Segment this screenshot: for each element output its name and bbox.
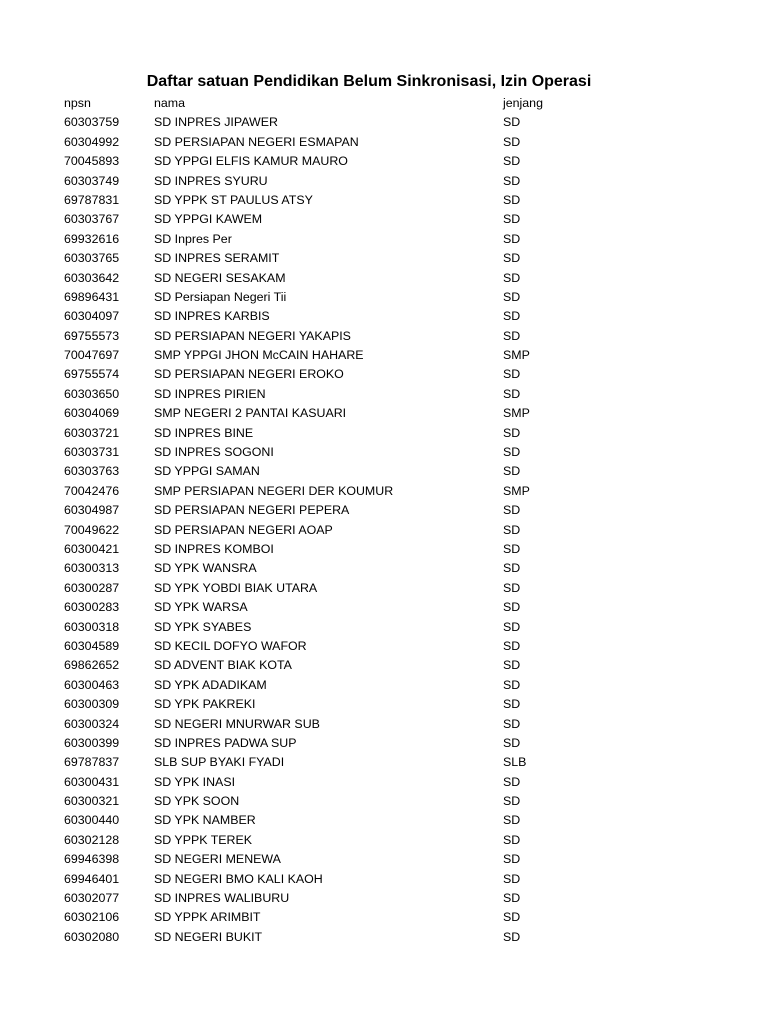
- column-header-nama: nama: [154, 96, 185, 110]
- cell-jenjang: SD: [503, 580, 521, 595]
- cell-npsn: 60300287: [64, 580, 120, 595]
- cell-jenjang: SD: [503, 774, 521, 789]
- cell-npsn: 69946401: [64, 871, 120, 886]
- school-table: [64, 94, 704, 947]
- table-row: [64, 307, 704, 326]
- cell-npsn: 60303763: [64, 464, 120, 479]
- table-row: [64, 346, 704, 365]
- cell-npsn: 69896431: [64, 289, 120, 304]
- cell-nama: SD INPRES KOMBOI: [154, 541, 274, 556]
- table-row: [64, 792, 704, 811]
- cell-jenjang: SD: [503, 619, 521, 634]
- table-row: [64, 908, 704, 927]
- table-row: [64, 385, 704, 404]
- table-row: [64, 404, 704, 423]
- cell-npsn: 60303650: [64, 386, 120, 401]
- cell-npsn: 60303749: [64, 173, 120, 188]
- cell-nama: SD INPRES SOGONI: [154, 445, 274, 460]
- table-row: [64, 850, 704, 869]
- table-row: [64, 152, 704, 171]
- cell-nama: SD YPPGI ELFIS KAMUR MAURO: [154, 154, 348, 169]
- cell-jenjang: SMP: [503, 483, 530, 498]
- cell-jenjang: SD: [503, 561, 521, 576]
- table-row: [64, 521, 704, 540]
- cell-jenjang: SD: [503, 270, 521, 285]
- cell-jenjang: SD: [503, 231, 521, 246]
- table-row: [64, 656, 704, 675]
- cell-nama: SLB SUP BYAKI FYADI: [154, 755, 285, 770]
- cell-jenjang: SMP: [503, 348, 530, 363]
- cell-npsn: 60300440: [64, 813, 120, 828]
- table-row: [64, 133, 704, 152]
- cell-nama: SD YPK SOON: [154, 794, 240, 809]
- table-row: [64, 365, 704, 384]
- cell-jenjang: SD: [503, 852, 521, 867]
- cell-jenjang: SD: [503, 367, 521, 382]
- cell-nama: SD PERSIAPAN NEGERI PEPERA: [154, 503, 350, 518]
- cell-npsn: 60303765: [64, 251, 120, 266]
- table-row: [64, 113, 704, 132]
- cell-jenjang: SD: [503, 503, 521, 518]
- cell-nama: SD INPRES PADWA SUP: [154, 735, 297, 750]
- cell-nama: SD YPPGI SAMAN: [154, 464, 260, 479]
- cell-jenjang: SD: [503, 212, 521, 227]
- table-row: [64, 443, 704, 462]
- cell-jenjang: SD: [503, 794, 521, 809]
- page-title: Daftar satuan Pendidikan Belum Sinkronisasi, Izin Operasi: [146, 73, 592, 90]
- cell-npsn: 60303731: [64, 445, 120, 460]
- cell-nama: SMP NEGERI 2 PANTAI KASUARI: [154, 406, 347, 421]
- cell-npsn: 69932616: [64, 231, 120, 246]
- cell-npsn: 69755573: [64, 328, 120, 343]
- cell-nama: SMP YPPGI JHON McCAIN HAHARE: [154, 348, 364, 363]
- cell-nama: SD YPK WANSRA: [154, 561, 257, 576]
- table-row: [64, 618, 704, 637]
- cell-npsn: 70042476: [64, 483, 120, 498]
- table-row: [64, 889, 704, 908]
- cell-npsn: 60300324: [64, 716, 120, 731]
- table-row: [64, 637, 704, 656]
- cell-nama: SD NEGERI BMO KALI KAOH: [154, 871, 323, 886]
- cell-jenjang: SD: [503, 677, 521, 692]
- cell-nama: SD PERSIAPAN NEGERI YAKAPIS: [154, 328, 351, 343]
- table-row: [64, 715, 704, 734]
- cell-jenjang: SLB: [503, 755, 527, 770]
- cell-nama: SD NEGERI MENEWA: [154, 852, 281, 867]
- cell-jenjang: SD: [503, 154, 521, 169]
- cell-nama: SD PERSIAPAN NEGERI EROKO: [154, 367, 344, 382]
- cell-nama: SD NEGERI MNURWAR SUB: [154, 716, 320, 731]
- cell-jenjang: SD: [503, 445, 521, 460]
- table-row: [64, 870, 704, 889]
- cell-npsn: 60300421: [64, 541, 120, 556]
- table-row: [64, 230, 704, 249]
- cell-jenjang: SD: [503, 600, 521, 615]
- cell-jenjang: SD: [503, 891, 521, 906]
- cell-jenjang: SD: [503, 309, 521, 324]
- cell-nama: SD YPPGI KAWEM: [154, 212, 263, 227]
- cell-npsn: 60303642: [64, 270, 120, 285]
- cell-npsn: 60303759: [64, 115, 120, 130]
- table-row: [64, 482, 704, 501]
- cell-npsn: 60300318: [64, 619, 120, 634]
- cell-jenjang: SD: [503, 813, 521, 828]
- cell-jenjang: SD: [503, 386, 521, 401]
- cell-nama: SD ADVENT BIAK KOTA: [154, 658, 292, 673]
- cell-nama: SD INPRES SERAMIT: [154, 251, 280, 266]
- table-row: [64, 501, 704, 520]
- cell-jenjang: SD: [503, 289, 521, 304]
- table-row: [64, 579, 704, 598]
- table-row: [64, 928, 704, 947]
- cell-jenjang: SD: [503, 929, 521, 944]
- cell-nama: SD YPK PAKREKI: [154, 697, 256, 712]
- cell-nama: SD YPK SYABES: [154, 619, 252, 634]
- cell-nama: SD Inpres Per: [154, 231, 232, 246]
- cell-npsn: 60300399: [64, 735, 120, 750]
- table-row: [64, 424, 704, 443]
- cell-nama: SD NEGERI SESAKAM: [154, 270, 286, 285]
- cell-npsn: 69862652: [64, 658, 120, 673]
- column-header-jenjang: jenjang: [503, 96, 543, 110]
- cell-jenjang: SD: [503, 251, 521, 266]
- cell-nama: SMP PERSIAPAN NEGERI DER KOUMUR: [154, 483, 394, 498]
- cell-nama: SD YPK YOBDI BIAK UTARA: [154, 580, 318, 595]
- column-header-npsn: npsn: [64, 96, 91, 110]
- cell-npsn: 60302077: [64, 891, 120, 906]
- table-row: [64, 559, 704, 578]
- cell-jenjang: SD: [503, 522, 521, 537]
- cell-npsn: 60304097: [64, 309, 120, 324]
- cell-jenjang: SD: [503, 425, 521, 440]
- cell-npsn: 60303721: [64, 425, 120, 440]
- cell-npsn: 60304992: [64, 134, 120, 149]
- cell-npsn: 60304069: [64, 406, 120, 421]
- cell-nama: SD YPK ADADIKAM: [154, 677, 267, 692]
- table-header: [64, 94, 704, 113]
- table-row: [64, 831, 704, 850]
- cell-jenjang: SMP: [503, 406, 530, 421]
- cell-npsn: 69787837: [64, 755, 120, 770]
- cell-npsn: 70049622: [64, 522, 120, 537]
- table-row: [64, 676, 704, 695]
- cell-jenjang: SD: [503, 871, 521, 886]
- cell-jenjang: SD: [503, 832, 521, 847]
- table-row: [64, 249, 704, 268]
- table-row: [64, 288, 704, 307]
- cell-npsn: 60302080: [64, 929, 120, 944]
- cell-jenjang: SD: [503, 910, 521, 925]
- cell-nama: SD YPK WARSA: [154, 600, 248, 615]
- cell-nama: SD PERSIAPAN NEGERI ESMAPAN: [154, 134, 359, 149]
- cell-npsn: 60300431: [64, 774, 120, 789]
- cell-npsn: 60300321: [64, 794, 120, 809]
- cell-nama: SD NEGERI BUKIT: [154, 929, 263, 944]
- cell-nama: SD INPRES KARBIS: [154, 309, 270, 324]
- cell-npsn: 60300283: [64, 600, 120, 615]
- cell-npsn: 70047697: [64, 348, 120, 363]
- table-row: [64, 753, 704, 772]
- cell-npsn: 60304987: [64, 503, 120, 518]
- cell-nama: SD Persiapan Negeri Tii: [154, 289, 287, 304]
- cell-jenjang: SD: [503, 173, 521, 188]
- cell-jenjang: SD: [503, 464, 521, 479]
- cell-jenjang: SD: [503, 192, 521, 207]
- table-row: [64, 191, 704, 210]
- table-row: [64, 811, 704, 830]
- table-row: [64, 210, 704, 229]
- table-row: [64, 462, 704, 481]
- cell-nama: SD YPK NAMBER: [154, 813, 256, 828]
- cell-npsn: 60302128: [64, 832, 120, 847]
- table-row: [64, 598, 704, 617]
- cell-npsn: 69787831: [64, 192, 120, 207]
- cell-npsn: 69755574: [64, 367, 120, 382]
- table-row: [64, 269, 704, 288]
- table-row: [64, 540, 704, 559]
- cell-npsn: 60304589: [64, 638, 120, 653]
- cell-jenjang: SD: [503, 134, 521, 149]
- cell-jenjang: SD: [503, 716, 521, 731]
- cell-jenjang: SD: [503, 638, 521, 653]
- cell-jenjang: SD: [503, 541, 521, 556]
- cell-nama: SD INPRES BINE: [154, 425, 254, 440]
- cell-nama: SD YPPK ST PAULUS ATSY: [154, 192, 313, 207]
- cell-npsn: 69946398: [64, 852, 120, 867]
- cell-jenjang: SD: [503, 115, 521, 130]
- cell-nama: SD YPK INASI: [154, 774, 236, 789]
- cell-jenjang: SD: [503, 697, 521, 712]
- cell-nama: SD KECIL DOFYO WAFOR: [154, 638, 307, 653]
- cell-nama: SD INPRES JIPAWER: [154, 115, 278, 130]
- cell-npsn: 70045893: [64, 154, 120, 169]
- cell-nama: SD YPPK ARIMBIT: [154, 910, 261, 925]
- cell-npsn: 60302106: [64, 910, 120, 925]
- table-row: [64, 695, 704, 714]
- cell-npsn: 60300309: [64, 697, 120, 712]
- cell-jenjang: SD: [503, 328, 521, 343]
- table-row: [64, 172, 704, 191]
- table-row: [64, 773, 704, 792]
- cell-npsn: 60300313: [64, 561, 120, 576]
- cell-npsn: 60300463: [64, 677, 120, 692]
- cell-jenjang: SD: [503, 658, 521, 673]
- cell-nama: SD INPRES WALIBURU: [154, 891, 290, 906]
- table-row: [64, 734, 704, 753]
- cell-nama: SD PERSIAPAN NEGERI AOAP: [154, 522, 333, 537]
- cell-nama: SD INPRES PIRIEN: [154, 386, 266, 401]
- cell-nama: SD YPPK TEREK: [154, 832, 253, 847]
- cell-nama: SD INPRES SYURU: [154, 173, 268, 188]
- table-row: [64, 327, 704, 346]
- cell-jenjang: SD: [503, 735, 521, 750]
- cell-npsn: 60303767: [64, 212, 120, 227]
